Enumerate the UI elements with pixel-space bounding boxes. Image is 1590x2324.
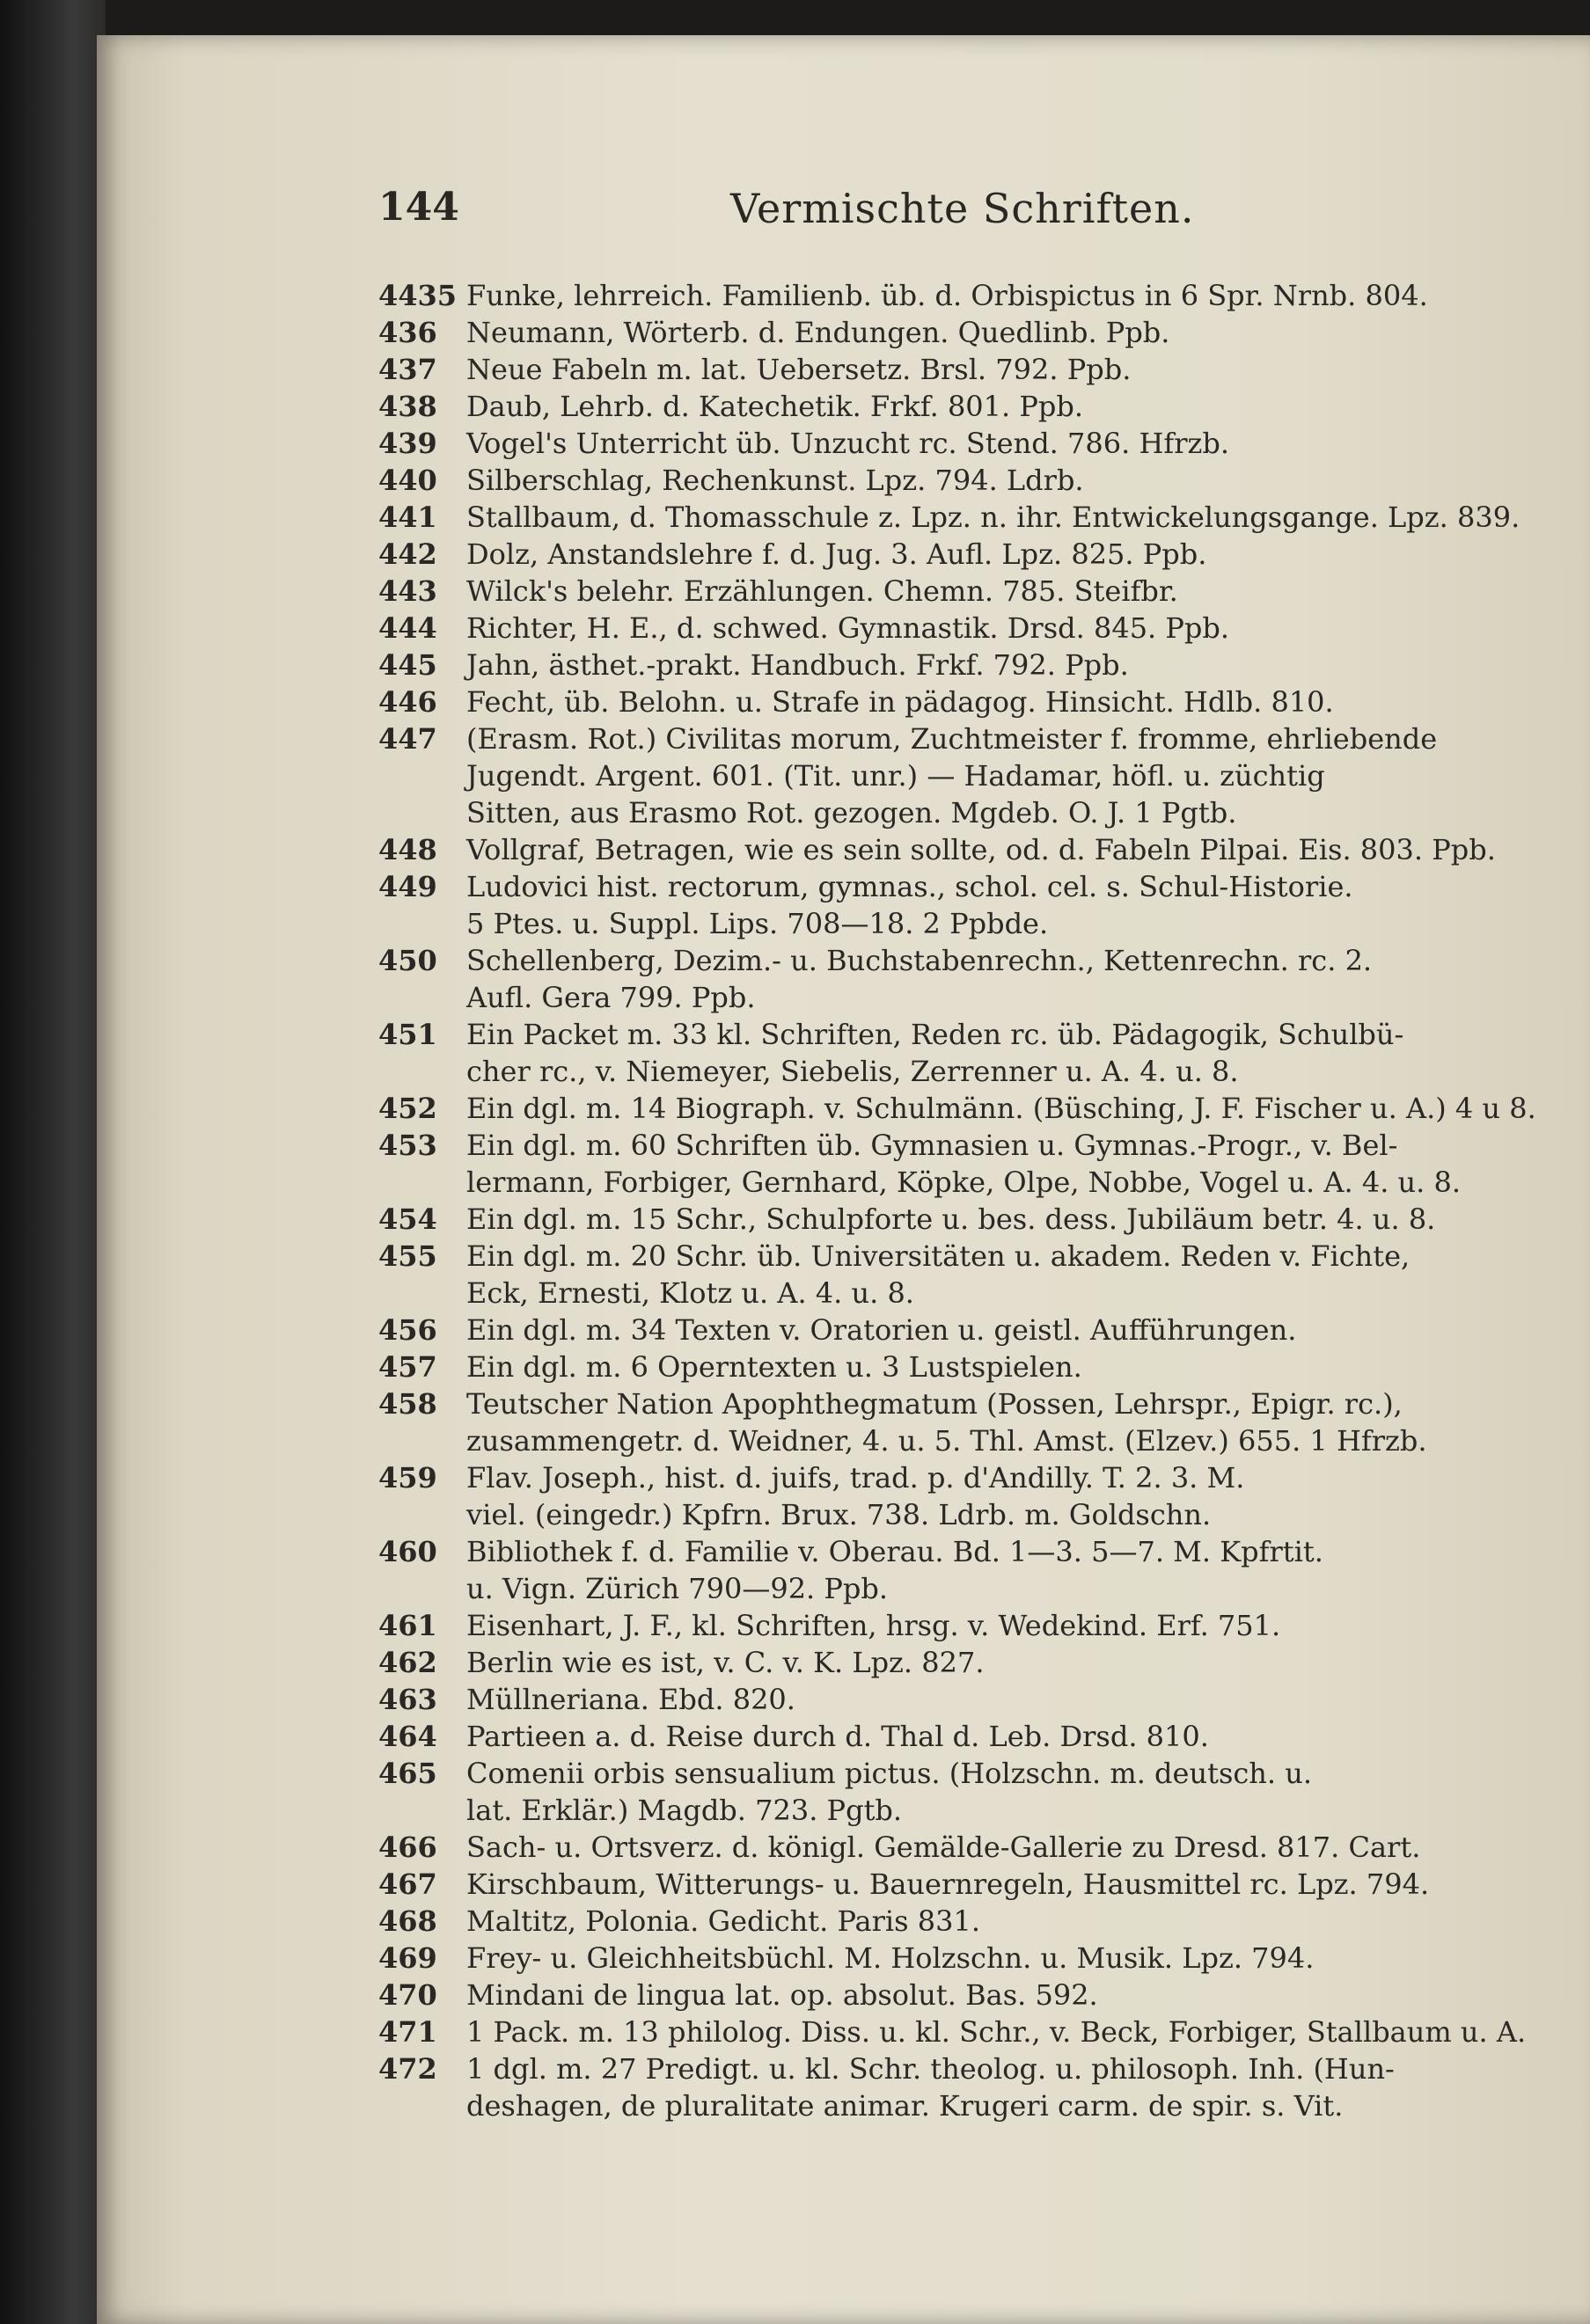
entry-line: Neue Fabeln m. lat. Uebersetz. Brsl. 792. Ppb.	[466, 353, 1132, 386]
entry-text	[466, 1607, 1575, 1644]
entry-number: 454	[378, 1202, 437, 1236]
entry-text	[466, 573, 1575, 610]
entry-text	[466, 1755, 1575, 1829]
catalogue-entry	[378, 1903, 1575, 1940]
entry-text	[466, 536, 1575, 573]
catalogue-entry	[378, 536, 1575, 573]
catalogue-entry	[378, 647, 1575, 683]
catalogue-entries	[378, 277, 1575, 2124]
catalogue-entry	[378, 1866, 1575, 1903]
entry-text	[466, 1829, 1575, 1866]
entry-number: 471	[378, 2015, 437, 2049]
catalogue-entry	[378, 720, 1575, 831]
entry-line: Maltitz, Polonia. Gedicht. Paris 831.	[466, 1904, 980, 1938]
catalogue-entry	[378, 831, 1575, 868]
catalogue-entry	[378, 1016, 1575, 1090]
entry-text	[466, 1644, 1575, 1681]
entry-text	[466, 1201, 1575, 1238]
catalogue-entry	[378, 462, 1575, 499]
entry-line: Neumann, Wörterb. d. Endungen. Quedlinb. Ppb.	[466, 316, 1170, 349]
entry-line: Dolz, Anstandslehre f. d. Jug. 3. Aufl. Lpz. 825. Ppb.	[466, 537, 1207, 571]
entry-number: 456	[378, 1313, 437, 1347]
entry-text	[466, 1016, 1575, 1090]
entry-line: cher rc., v. Niemeyer, Siebelis, Zerrenner u. A. 4. u. 8.	[466, 1055, 1239, 1088]
entry-text	[466, 868, 1575, 942]
entry-number: 460	[378, 1535, 437, 1568]
entry-number: 444	[378, 611, 437, 645]
entry-line: viel. (eingedr.) Kpfrn. Brux. 738. Ldrb. m. Goldschn.	[466, 1498, 1212, 1531]
entry-text	[466, 425, 1575, 462]
entry-text	[466, 1312, 1575, 1348]
entry-line: Schellenberg, Dezim.- u. Buchstabenrechn., Kettenrechn. rc. 2.	[466, 944, 1373, 977]
entry-line: 1 Pack. m. 13 philolog. Diss. u. kl. Schr., v. Beck, Forbiger, Stallbaum u. A.	[466, 2015, 1527, 2049]
entry-number: 438	[378, 390, 437, 423]
entry-line: Funke, lehrreich. Familienb. üb. d. Orbispictus in 6 Spr. Nrnb. 804.	[466, 279, 1428, 312]
entry-number: 442	[378, 537, 437, 571]
entry-text	[466, 2050, 1575, 2124]
entry-number: 452	[378, 1092, 437, 1125]
entry-number: 440	[378, 464, 437, 497]
page-number: 144	[378, 185, 459, 230]
entry-text	[466, 1385, 1575, 1459]
catalogue-entry	[378, 2013, 1575, 2050]
catalogue-entry	[378, 1755, 1575, 1829]
entry-text	[466, 720, 1575, 831]
catalogue-entry	[378, 868, 1575, 942]
entry-number: 4435	[378, 279, 458, 312]
entry-number: 451	[378, 1018, 437, 1051]
entry-line: Ludovici hist. rectorum, gymnas., schol. cel. s. Schul-Historie.	[466, 870, 1353, 903]
entry-line: Sitten, aus Erasmo Rot. gezogen. Mgdeb. O. J. 1 Pgtb.	[466, 796, 1237, 829]
entry-number: 461	[378, 1609, 437, 1642]
catalogue-entry	[378, 1348, 1575, 1385]
entry-line: Ein dgl. m. 34 Texten v. Oratorien u. geistl. Aufführungen.	[466, 1313, 1297, 1347]
entry-text	[466, 2013, 1575, 2050]
entry-line: lat. Erklär.) Magdb. 723. Pgtb.	[466, 1794, 903, 1827]
entry-line: Wilck's belehr. Erzählungen. Chemn. 785. Steifbr.	[466, 574, 1178, 608]
entry-line: Teutscher Nation Apophthegmatum (Possen, Lehrspr., Epigr. rc.),	[466, 1387, 1403, 1421]
catalogue-entry	[378, 1127, 1575, 1201]
entry-line: Eisenhart, J. F., kl. Schriften, hrsg. v. Wedekind. Erf. 751.	[466, 1609, 1281, 1642]
catalogue-entry	[378, 1459, 1575, 1533]
entry-text	[466, 462, 1575, 499]
entry-text	[466, 1977, 1575, 2013]
entry-number: 446	[378, 685, 437, 719]
entry-text	[466, 1090, 1575, 1127]
entry-line: Partieen a. d. Reise durch d. Thal d. Leb. Drsd. 810.	[466, 1720, 1209, 1753]
entry-text	[466, 647, 1575, 683]
entry-text	[466, 1903, 1575, 1940]
entry-line: lermann, Forbiger, Gernhard, Köpke, Olpe, Nobbe, Vogel u. A. 4. u. 8.	[466, 1166, 1462, 1199]
entry-line: Vogel's Unterricht üb. Unzucht rc. Stend. 786. Hfrzb.	[466, 427, 1229, 460]
book-spine	[0, 0, 106, 2324]
catalogue-entry	[378, 1940, 1575, 1977]
entry-number: 458	[378, 1387, 437, 1421]
entry-number: 450	[378, 944, 437, 977]
entry-line: Ein dgl. m. 60 Schriften üb. Gymnasien u. Gymnas.-Progr., v. Bel-	[466, 1129, 1398, 1162]
entry-line: Ein dgl. m. 20 Schr. üb. Universitäten u. akadem. Reden v. Fichte,	[466, 1239, 1410, 1273]
catalogue-entry	[378, 1533, 1575, 1607]
entry-line: Richter, H. E., d. schwed. Gymnastik. Drsd. 845. Ppb.	[466, 611, 1230, 645]
catalogue-entry	[378, 351, 1575, 388]
entry-line: Ein Packet m. 33 kl. Schriften, Reden rc. üb. Pädagogik, Schulbü-	[466, 1018, 1404, 1051]
entry-text	[466, 1718, 1575, 1755]
catalogue-entry	[378, 425, 1575, 462]
catalogue-entry	[378, 1644, 1575, 1681]
entry-number: 470	[378, 1978, 437, 2012]
entry-line: Flav. Joseph., hist. d. juifs, trad. p. d'Andilly. T. 2. 3. M.	[466, 1461, 1245, 1495]
entry-number: 449	[378, 870, 437, 903]
entry-text	[466, 1348, 1575, 1385]
entry-number: 459	[378, 1461, 437, 1495]
entry-line: Kirschbaum, Witterungs- u. Bauernregeln, Hausmittel rc. Lpz. 794.	[466, 1867, 1430, 1901]
catalogue-entry	[378, 314, 1575, 351]
entry-text	[466, 831, 1575, 868]
entry-text	[466, 388, 1575, 425]
entry-line: Aufl. Gera 799. Ppb.	[466, 981, 756, 1014]
entry-number: 463	[378, 1683, 437, 1716]
entry-number: 436	[378, 316, 437, 349]
entry-line: Berlin wie es ist, v. C. v. K. Lpz. 827.	[466, 1646, 985, 1679]
entry-line: Silberschlag, Rechenkunst. Lpz. 794. Ldrb.	[466, 464, 1084, 497]
entry-number: 465	[378, 1757, 437, 1790]
entry-line: Jugendt. Argent. 601. (Tit. unr.) — Hadamar, höfl. u. züchtig	[466, 759, 1325, 793]
entry-text	[466, 499, 1575, 536]
entry-text	[466, 1940, 1575, 1977]
entry-text	[466, 1533, 1575, 1607]
entry-number: 448	[378, 833, 437, 866]
entry-number: 445	[378, 648, 437, 682]
entry-line: Frey- u. Gleichheitsbüchl. M. Holzschn. u. Musik. Lpz. 794.	[466, 1941, 1315, 1975]
catalogue-entry	[378, 277, 1575, 314]
entry-number: 441	[378, 501, 437, 534]
entry-number: 457	[378, 1350, 437, 1384]
entry-line: (Erasm. Rot.) Civilitas morum, Zuchtmeister f. fromme, ehrliebende	[466, 722, 1438, 756]
entry-number: 455	[378, 1239, 437, 1273]
entry-number: 464	[378, 1720, 437, 1753]
entry-number: 466	[378, 1831, 437, 1864]
entry-line: Jahn, ästhet.-prakt. Handbuch. Frkf. 792. Ppb.	[466, 648, 1129, 682]
entry-line: Ein dgl. m. 6 Operntexten u. 3 Lustspielen.	[466, 1350, 1082, 1384]
catalogue-entry	[378, 1607, 1575, 1644]
entry-line: Ein dgl. m. 14 Biograph. v. Schulmänn. (Büsching, J. F. Fischer u. A.) 4 u 8.	[466, 1092, 1536, 1125]
entry-line: Bibliothek f. d. Familie v. Oberau. Bd. 1—3. 5—7. M. Kpfrtit.	[466, 1535, 1323, 1568]
catalogue-entry	[378, 499, 1575, 536]
catalogue-entry	[378, 1238, 1575, 1312]
book-page	[97, 35, 1590, 2324]
catalogue-entry	[378, 1090, 1575, 1127]
entry-line: 1 dgl. m. 27 Predigt. u. kl. Schr. theolog. u. philosoph. Inh. (Hun-	[466, 2052, 1395, 2086]
page-header	[97, 158, 1590, 232]
entry-number: 439	[378, 427, 437, 460]
catalogue-entry	[378, 1201, 1575, 1238]
entry-line: Sach- u. Ortsverz. d. königl. Gemälde-Gallerie zu Dresd. 817. Cart.	[466, 1831, 1421, 1864]
entry-number: 462	[378, 1646, 437, 1679]
entry-text	[466, 683, 1575, 720]
entry-line: Müllneriana. Ebd. 820.	[466, 1683, 795, 1716]
entry-text	[466, 277, 1575, 314]
catalogue-entry	[378, 683, 1575, 720]
entry-text	[466, 351, 1575, 388]
entry-number: 443	[378, 574, 437, 608]
entry-line: Eck, Ernesti, Klotz u. A. 4. u. 8.	[466, 1276, 914, 1310]
entry-number: 469	[378, 1941, 437, 1975]
entry-text	[466, 1681, 1575, 1718]
catalogue-entry	[378, 610, 1575, 647]
entry-text	[466, 1238, 1575, 1312]
catalogue-entry	[378, 1385, 1575, 1459]
entry-line: Fecht, üb. Belohn. u. Strafe in pädagog. Hinsicht. Hdlb. 810.	[466, 685, 1334, 719]
catalogue-entry	[378, 2050, 1575, 2124]
entry-number: 453	[378, 1129, 437, 1162]
entry-text	[466, 314, 1575, 351]
entry-number: 447	[378, 722, 437, 756]
entry-line: deshagen, de pluralitate animar. Krugeri carm. de spir. s. Vit.	[466, 2089, 1344, 2123]
entry-text	[466, 610, 1575, 647]
catalogue-entry	[378, 1312, 1575, 1348]
catalogue-entry	[378, 942, 1575, 1016]
entry-line: zusammengetr. d. Weidner, 4. u. 5. Thl. Amst. (Elzev.) 655. 1 Hfrzb.	[466, 1424, 1427, 1458]
entry-text	[466, 1866, 1575, 1903]
catalogue-entry	[378, 1977, 1575, 2013]
entry-line: u. Vign. Zürich 790—92. Ppb.	[466, 1572, 889, 1605]
catalogue-entry	[378, 573, 1575, 610]
entry-line: Ein dgl. m. 15 Schr., Schulpforte u. bes. dess. Jubiläum betr. 4. u. 8.	[466, 1202, 1436, 1236]
entry-text	[466, 942, 1575, 1016]
catalogue-entry	[378, 1681, 1575, 1718]
catalogue-entry	[378, 1829, 1575, 1866]
catalogue-entry	[378, 1718, 1575, 1755]
entry-line: Stallbaum, d. Thomasschule z. Lpz. n. ihr. Entwickelungsgange. Lpz. 839.	[466, 501, 1520, 534]
entry-number: 468	[378, 1904, 437, 1938]
entry-line: 5 Ptes. u. Suppl. Lips. 708—18. 2 Ppbde.	[466, 907, 1049, 940]
entry-text	[466, 1459, 1575, 1533]
entry-line: Comenii orbis sensualium pictus. (Holzschn. m. deutsch. u.	[466, 1757, 1313, 1790]
catalogue-entry	[378, 388, 1575, 425]
entry-number: 437	[378, 353, 437, 386]
running-title: Vermischte Schriften.	[730, 185, 1195, 232]
entry-number: 472	[378, 2052, 437, 2086]
entry-line: Daub, Lehrb. d. Katechetik. Frkf. 801. Ppb.	[466, 390, 1084, 423]
entry-text	[466, 1127, 1575, 1201]
entry-number: 467	[378, 1867, 437, 1901]
entry-line: Mindani de lingua lat. op. absolut. Bas. 592.	[466, 1978, 1098, 2012]
entry-line: Vollgraf, Betragen, wie es sein sollte, od. d. Fabeln Pilpai. Eis. 803. Ppb.	[466, 833, 1496, 866]
